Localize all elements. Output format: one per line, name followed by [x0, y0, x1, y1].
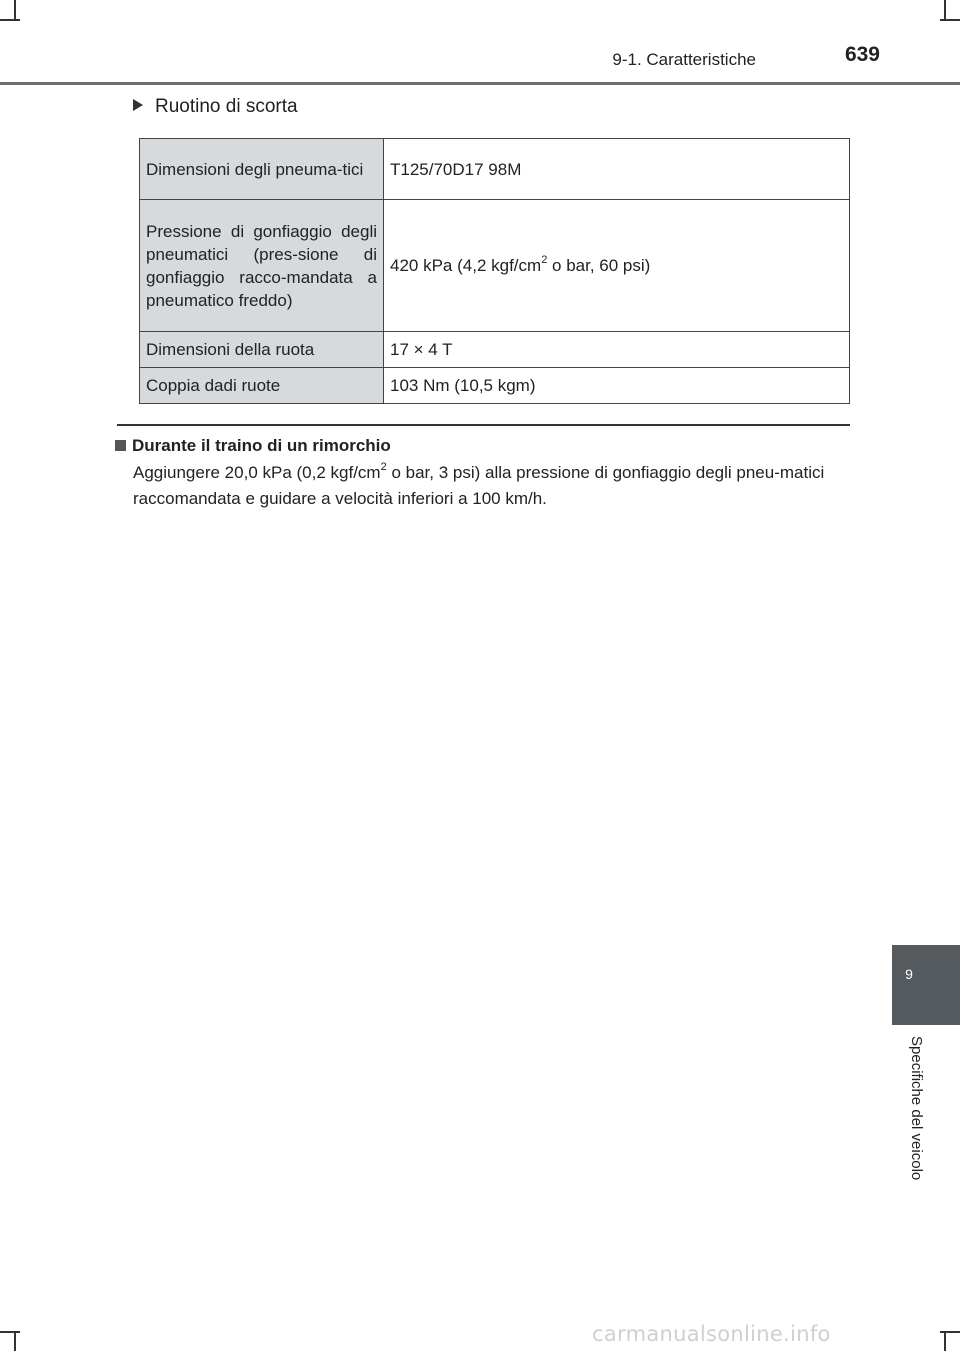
note-text: o bar, 3 psi) alla pressione di gonfiaggio degli pneu-matici raccomandata e guidare a velocità inferiori a 100 km/h.: [133, 463, 825, 508]
table-row: [140, 200, 850, 332]
section-title: 9-1. Caratteristiche: [612, 50, 756, 69]
note-title-text: Durante il traino di un rimorchio: [132, 436, 391, 455]
row-value: 17 × 4 T: [384, 332, 850, 368]
note-body: [133, 460, 850, 512]
subhead-text: Ruotino di scorta: [155, 96, 298, 117]
crop-mark: [14, 1331, 16, 1351]
crop-mark: [944, 0, 946, 20]
row-label: Pressione di gonfiaggio degli pneumatici (pres-sione di gonfiaggio racco-mandata a pneumatico freddo): [140, 200, 384, 332]
page-number: 639: [844, 43, 880, 66]
row-label: Dimensioni della ruota: [140, 332, 384, 368]
row-value: T125/70D17 98M: [384, 139, 850, 200]
row-label: Dimensioni degli pneuma-tici: [140, 139, 384, 200]
row-value: [384, 200, 850, 332]
section-divider: [117, 424, 850, 426]
chapter-tab: [892, 945, 960, 1025]
subhead: [133, 96, 298, 118]
table-row: [140, 139, 850, 200]
crop-mark: [940, 19, 960, 21]
spec-table: [139, 138, 850, 404]
table-row: [140, 368, 850, 404]
row-value: 103 Nm (10,5 kgm): [384, 368, 850, 404]
row-label: Coppia dadi ruote: [140, 368, 384, 404]
note-text: Aggiungere 20,0 kPa (0,2 kgf/cm: [133, 463, 381, 482]
note-title: [115, 436, 850, 456]
superscript: 2: [380, 461, 387, 474]
value-text: o bar, 60 psi): [547, 256, 651, 275]
chapter-label: Specifiche del veicolo: [908, 1036, 925, 1181]
value-text: 420 kPa (4,2 kgf/cm: [390, 256, 542, 275]
superscript: 2: [541, 254, 548, 267]
table-row: [140, 332, 850, 368]
triangle-bullet-icon: [133, 99, 143, 111]
chapter-number: 9: [905, 966, 913, 982]
footer-watermark: carmanualsonline.info: [592, 1322, 831, 1346]
header-rule: [0, 82, 960, 85]
crop-mark: [940, 1331, 960, 1333]
note-block: [115, 436, 850, 512]
square-bullet-icon: [115, 440, 126, 451]
crop-mark: [0, 19, 20, 21]
crop-mark: [14, 0, 16, 20]
crop-mark: [0, 1331, 20, 1333]
crop-mark: [944, 1331, 946, 1351]
